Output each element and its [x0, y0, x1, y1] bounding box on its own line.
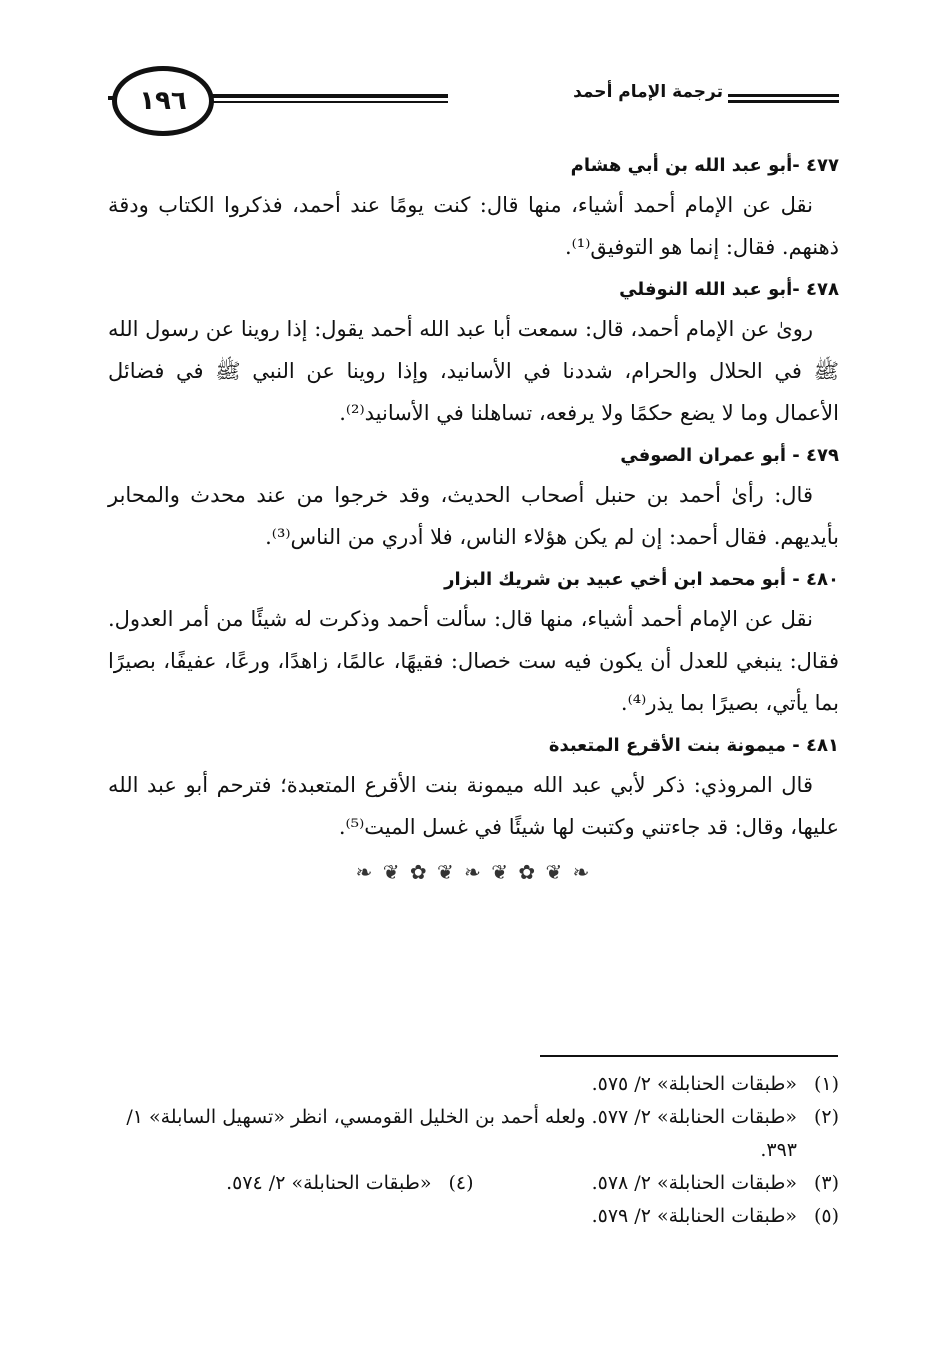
entry-title: ٤٨٠ - أبو محمد ابن أخي عبيد بن شريك البزار [444, 569, 839, 590]
entry-text: قال: رأىٰ أحمد بن حنبل أصحاب الحديث، وقد خرجوا من عند محدث والمحابر بأيديهم. فقال أحمد: إن لم يكن هؤلاء الناس، فلا أدري من الناس⁽³⁾. [108, 483, 839, 549]
footnote-text: «طبقات الحنابلة» ٢/ ٥٧٤. [226, 1172, 432, 1194]
entry-text: نقل عن الإمام أحمد أشياء، منها قال: كنت يومًا عند أحمد، فذكروا الكتاب ودقة ذهنهم. فقال: إنما هو التوفيق⁽¹⁾. [108, 193, 839, 259]
entry-text: نقل عن الإمام أحمد أشياء، منها قال: سألت أحمد وذكرت له شيئًا من أمر العدول. فقال: ينبغي للعدل أن يكون فيه ست خصال: فقيهًا، عالمًا، زاهدًا، ورعًا، عفيفًا، بصيرًا بما يأتي، بصيرًا بما يذر⁽⁴⁾. [108, 607, 839, 715]
footnote [108, 1101, 839, 1167]
page-header [108, 60, 839, 140]
header-rule-right-bottom [728, 100, 839, 103]
header-rule-thin [208, 101, 448, 103]
footnote-number: (٤) [448, 1172, 474, 1194]
footnote [108, 1167, 474, 1200]
footnote-number: (٥) [813, 1205, 839, 1227]
entry-text: قال المروذي: ذكر لأبي عبد الله ميمونة بنت الأقرع المتعبدة؛ فترحم أبو عبد الله عليها، وقال: قد جاءتني وكتبت لها شيئًا في غسل الميت⁽⁵⁾. [108, 773, 839, 839]
entry-title: ٤٧٧ -أبو عبد الله بن أبي هشام [570, 155, 839, 176]
footnote [108, 1068, 839, 1101]
page-body [108, 148, 839, 884]
entry-title: ٤٧٩ - أبو عمران الصوفي [620, 445, 839, 466]
footnote-text: «طبقات الحنابلة» ٢/ ٥٧٥. [591, 1073, 797, 1095]
footnote-text: «طبقات الحنابلة» ٢/ ٥٧٧. ولعله أحمد بن الخليل القومسي، انظر «تسهيل السابلة» ١/ ٣٩٣. [126, 1106, 797, 1161]
header-rule-thick [208, 94, 448, 98]
ornament-divider: ❧ ❦ ✿ ❦ ❧ ❦ ✿ ❦ ❧ [355, 860, 592, 884]
footnote-text: «طبقات الحنابلة» ٢/ ٥٧٨. [591, 1172, 797, 1194]
running-title: ترجمة الإمام أحمد [573, 82, 723, 102]
footnote [108, 1200, 839, 1233]
footnotes [108, 1068, 839, 1233]
entry-text: روىٰ عن الإمام أحمد، قال: سمعت أبا عبد الله أحمد يقول: إذا روينا عن رسول الله ﷺ في الحلال والحرام، شددنا في الأسانيد، وإذا روينا عن النبي ﷺ في فضائل الأعمال وما لا يضع حكمًا ولا يرفعه، تساهلنا في الأسانيد⁽²⁾. [108, 317, 839, 425]
footnote-separator [540, 1055, 838, 1057]
entry-title: ٤٨١ - ميمونة بنت الأقرع المتعبدة [548, 735, 839, 756]
footnote-number: (١) [813, 1073, 839, 1095]
footnote [474, 1167, 840, 1200]
header-rule-right-top [728, 94, 839, 97]
footnote-text: «طبقات الحنابلة» ٢/ ٥٧٩. [591, 1205, 797, 1227]
footnote-number: (٢) [813, 1106, 839, 1128]
footnote-number: (٣) [813, 1172, 839, 1194]
page-number: ١٩٦ [112, 66, 214, 136]
footnote-pair [108, 1167, 839, 1200]
entry-title: ٤٧٨ -أبو عبد الله النوفلي [619, 279, 839, 300]
